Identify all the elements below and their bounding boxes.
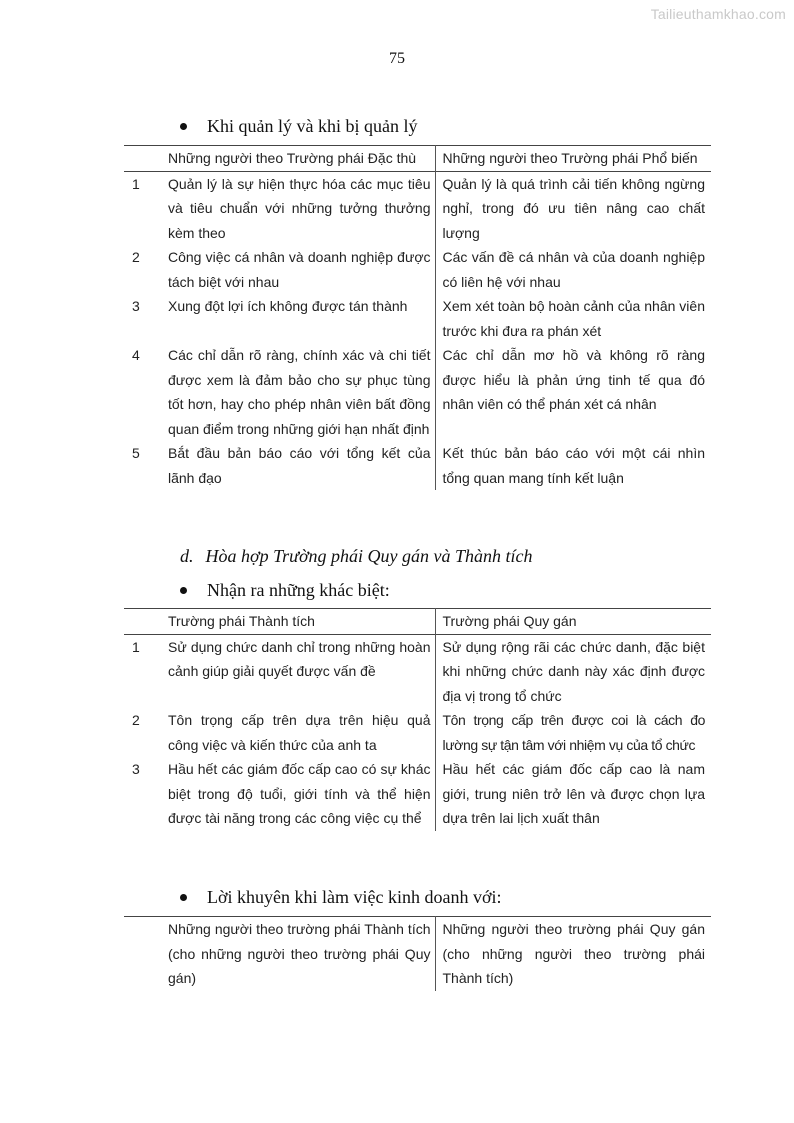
row-cell-right: Quản lý là quá trình cải tiến không ngừng nghỉ, trong đó ưu tiên nâng cao chất lượng bbox=[442, 175, 705, 241]
bullet-heading-advice bbox=[180, 887, 502, 908]
row-cell-right: Kết thúc bản báo cáo với một cái nhìn tổng quan mang tính kết luận bbox=[442, 445, 705, 486]
bullet-heading-text: Nhận ra những khác biệt: bbox=[207, 580, 390, 600]
header-cell-ascription-advice: Những người theo trường phái Quy gán (cho những người theo trường phái Thành tích) bbox=[442, 921, 705, 986]
section-d-heading bbox=[180, 546, 533, 567]
bullet-heading-management bbox=[180, 116, 417, 137]
row-number: 5 bbox=[132, 445, 140, 461]
table-row bbox=[124, 294, 711, 343]
header-cell-achievement-advice: Những người theo trường phái Thành tích (cho những người theo trường phái Quy gán) bbox=[164, 917, 435, 991]
row-number: 1 bbox=[132, 638, 140, 655]
bullet-icon bbox=[180, 894, 187, 901]
bullet-heading-differences bbox=[180, 580, 390, 601]
table-row bbox=[124, 245, 711, 294]
row-cell-left: Quản lý là sự hiện thực hóa các mục tiêu và tiêu chuẩn với những tưởng thưởng kèm theo bbox=[164, 171, 435, 245]
page-number: 75 bbox=[389, 50, 405, 67]
header-cell-achievement: Trường phái Thành tích bbox=[164, 609, 435, 635]
row-cell-left: Các chỉ dẫn rõ ràng, chính xác và chi tiết được xem là đảm bảo cho sự phục tùng tốt hơn, hay cho phép nhân viên bất đồng quan điểm trong những giới hạn nhất định bbox=[164, 343, 435, 441]
header-cell-universalist: Những người theo Trường phái Phổ biến bbox=[442, 150, 698, 166]
bullet-icon bbox=[180, 587, 187, 594]
table-header-row bbox=[124, 146, 711, 172]
row-cell-left: Hầu hết các giám đốc cấp cao có sự khác biệt trong độ tuổi, giới tính và thể hiện được tài năng trong các công việc cụ thể bbox=[164, 757, 435, 831]
row-cell-right: Các chỉ dẫn mơ hồ và không rõ ràng được hiểu là phản ứng tinh tế qua đó nhân viên có thể phán xét cá nhân bbox=[442, 347, 705, 412]
row-number: 3 bbox=[132, 298, 140, 314]
row-cell-left: Bắt đầu bản báo cáo với tổng kết của lãnh đạo bbox=[164, 441, 435, 490]
header-cell-num bbox=[124, 917, 164, 991]
row-cell-right: Tôn trọng cấp trên được coi là cách đo lường sự tận tâm với nhiệm vụ của tổ chức bbox=[442, 712, 705, 753]
row-cell-left: Xung đột lợi ích không được tán thành bbox=[164, 294, 435, 343]
header-cell-num bbox=[124, 146, 164, 172]
row-number: 4 bbox=[132, 347, 140, 363]
row-cell-right: Sử dụng rộng rãi các chức danh, đặc biệt khi những chức danh này xác định được địa vị trong tổ chức bbox=[442, 638, 705, 704]
table-row bbox=[124, 171, 711, 245]
bullet-heading-text: Lời khuyên khi làm việc kinh doanh với: bbox=[207, 887, 502, 907]
bullet-heading-text: Khi quản lý và khi bị quản lý bbox=[207, 116, 418, 136]
table-advice bbox=[124, 916, 711, 991]
header-cell-particularist: Những người theo Trường phái Đặc thù bbox=[164, 146, 435, 172]
section-d-title: Hòa hợp Trường phái Quy gán và Thành tích bbox=[205, 546, 533, 566]
table-differences bbox=[124, 608, 711, 831]
header-cell-num bbox=[124, 609, 164, 635]
header-cell-ascription: Trường phái Quy gán bbox=[442, 613, 577, 629]
row-cell-right: Xem xét toàn bộ hoàn cảnh của nhân viên trước khi đưa ra phán xét bbox=[442, 298, 705, 339]
row-number: 2 bbox=[132, 712, 140, 728]
row-cell-right: Hầu hết các giám đốc cấp cao là nam giới, trung niên trở lên và được chọn lựa dựa trên lai lịch xuất thân bbox=[442, 761, 705, 826]
watermark: Tailieuthamkhao.com bbox=[650, 6, 786, 22]
table-row bbox=[124, 441, 711, 490]
table-row bbox=[124, 634, 711, 708]
table-header-row bbox=[124, 917, 711, 991]
section-d-letter: d. bbox=[180, 546, 194, 566]
row-cell-left: Công việc cá nhân và doanh nghiệp được tách biệt với nhau bbox=[164, 245, 435, 294]
row-cell-right: Các vấn đề cá nhân và của doanh nghiệp có liên hệ với nhau bbox=[442, 249, 705, 290]
table-header-row bbox=[124, 609, 711, 635]
row-number: 2 bbox=[132, 249, 140, 265]
row-number: 1 bbox=[132, 175, 140, 192]
table-row bbox=[124, 757, 711, 831]
bullet-icon bbox=[180, 123, 187, 130]
row-number: 3 bbox=[132, 761, 140, 777]
table-row bbox=[124, 343, 711, 441]
row-cell-left: Tôn trọng cấp trên dựa trên hiệu quả công việc và kiến thức của anh ta bbox=[164, 708, 435, 757]
row-cell-left: Sử dụng chức danh chỉ trong những hoàn cảnh giúp giải quyết được vấn đề bbox=[164, 634, 435, 708]
table-management bbox=[124, 145, 711, 490]
table-row bbox=[124, 708, 711, 757]
